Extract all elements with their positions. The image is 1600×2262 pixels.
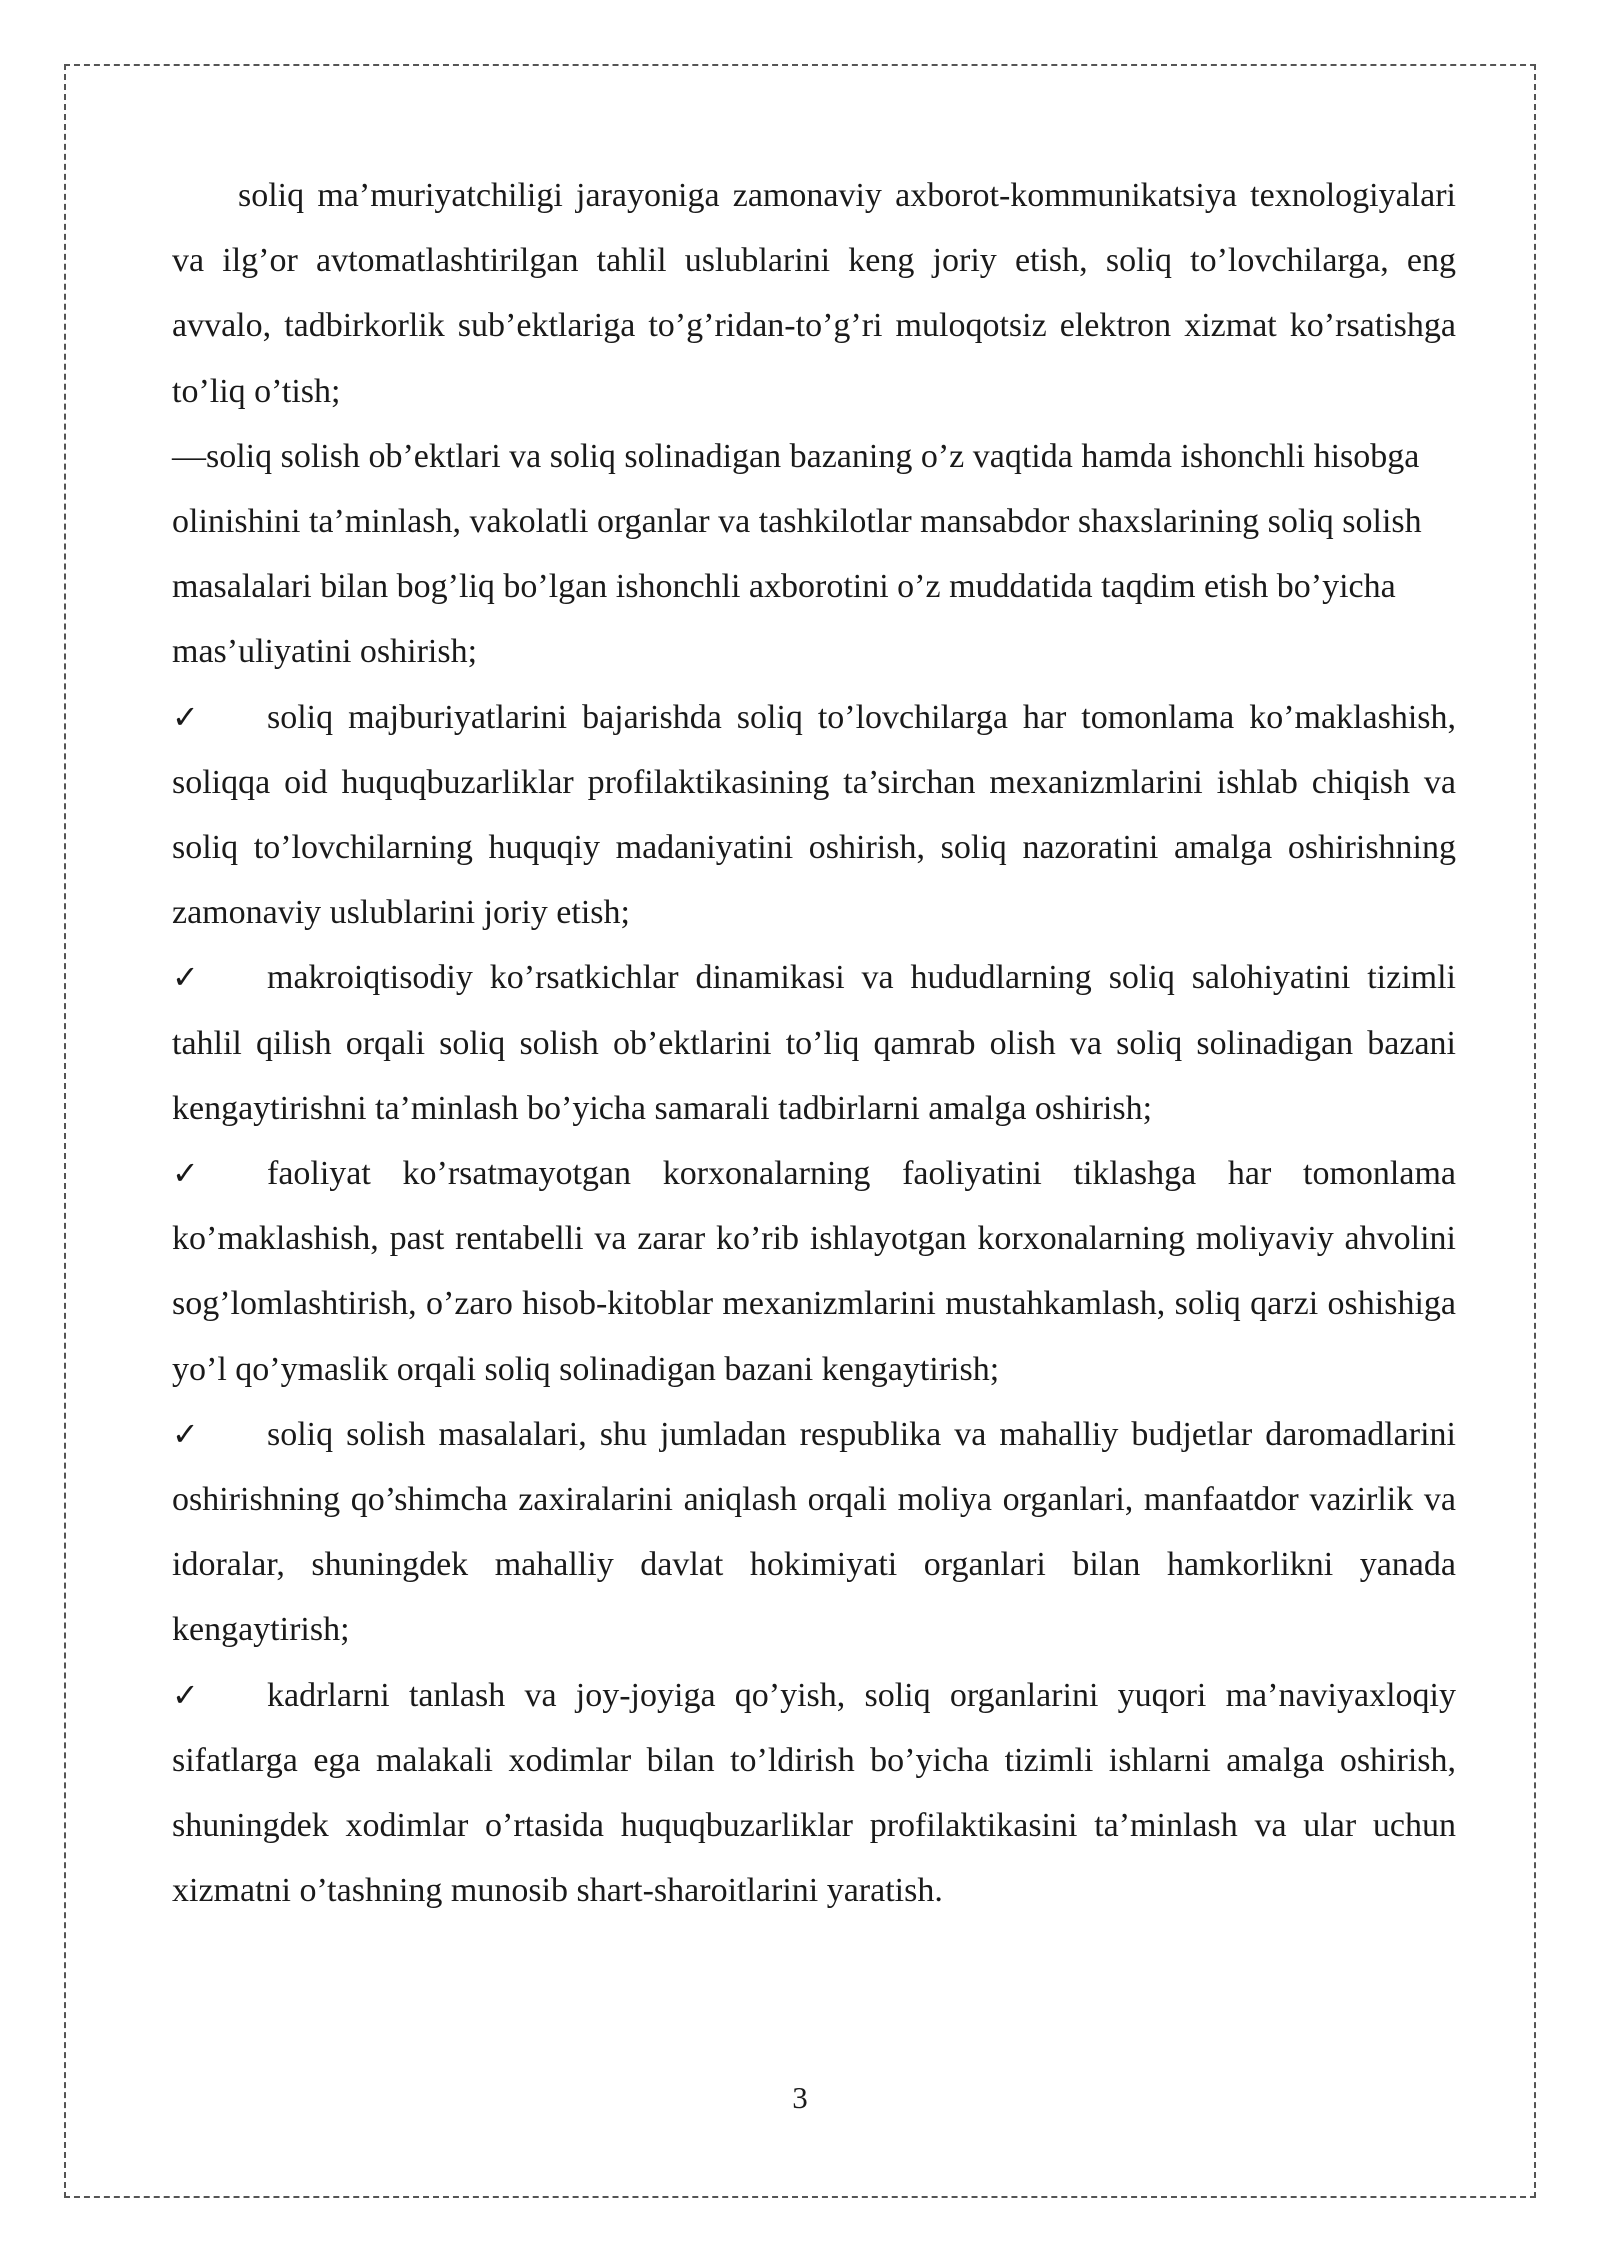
paragraph-6 [172, 1402, 1456, 1663]
dash-bullet-icon: — [172, 437, 206, 475]
paragraph-text: kadrlarni tanlash va joy-joyiga qo’yish, soliq organlarini yuqori ma’naviyaxloqiy sifatlarga ega malakali xodimlar bilan to’ldirish bo’yicha tizimli ishlarni amalga oshirish, shuningdek xodimlar o’rtasida huquqbuzarliklar profilaktikasini ta’minlash va ular uchun xizmatni o’tashning munosib shart-sharoitlarini yaratish. [172, 1676, 1456, 1910]
paragraph-text: soliq solish masalalari, shu jumladan respublika va mahalliy budjetlar daromadlarini oshirishning qo’shimcha zaxiralarini aniqlash orqali moliya organlari, manfaatdor vazirlik va idoralar, shuningdek mahalliy davlat hokimiyati organlari bilan hamkorlikni yanada kengaytirish; [172, 1415, 1456, 1649]
checkmark-icon: ✓ [172, 697, 199, 736]
paragraph-3 [172, 685, 1456, 946]
checkmark-icon: ✓ [172, 958, 199, 997]
paragraph-1 [172, 163, 1456, 424]
paragraph-4 [172, 945, 1456, 1141]
paragraph-2 [172, 424, 1456, 685]
page-number: 3 [792, 2080, 808, 2115]
paragraph-7 [172, 1663, 1456, 1924]
paragraph-text: soliq solish ob’ektlari va soliq solinadigan bazaning o’z vaqtida hamda ishonchli hisobga olinishini ta’minlash, vakolatli organlar va tashkilotlar mansabdor shaxslarining soliq solish masalalari bilan bog’liq bo’lgan ishonchli axborotini o’z muddatida taqdim etish bo’yicha mas’uliyatini oshirish; [172, 437, 1422, 671]
paragraph-text: faoliyat ko’rsatmayotgan korxonalarning faoliyatini tiklashga har tomonlama ko’maklashish, past rentabelli va zarar ko’rib ishlayotgan korxonalarning moliyaviy ahvolini sog’lomlashtirish, o’zaro hisob-kitoblar mexanizmlarini mustahkamlash, soliq qarzi oshishiga yo’l qo’ymaslik orqali soliq solinadigan bazani kengaytirish; [172, 1155, 1456, 1388]
paragraph-text: soliq majburiyatlarini bajarishda soliq to’lovchilarga har tomonlama ko’maklashish, soliqqa oid huquqbuzarliklar profilaktikasining ta’sirchan mexanizmlarini ishlab chiqish va soliq to’lovchilarning huquqiy madaniyatini oshirish, soliq nazoratini amalga oshirishning zamonaviy uslublarini joriy etish; [172, 698, 1456, 932]
checkmark-icon: ✓ [172, 1154, 199, 1193]
paragraph-text: makroiqtisodiy ko’rsatkichlar dinamikasi va hududlarning soliq salohiyatini tizimli tahlil qilish orqali soliq solish ob’ektlarini to’liq qamrab olish va soliq solinadigan bazani kengaytirishni ta’minlash bo’yicha samarali tadbirlarni amalga oshirish; [172, 959, 1456, 1127]
paragraph-5 [172, 1141, 1456, 1402]
checkmark-icon: ✓ [172, 1675, 199, 1714]
document-body [172, 163, 1456, 1923]
paragraph-text: soliq ma’muriyatchiligi jarayoniga zamonaviy axborot-kommunikatsiya texnologiyalari va ilg’or avtomatlashtirilgan tahlil uslublarini keng joriy etish, soliq to’lovchilarga, eng avvalo, tadbirkorlik sub’ektlariga to’g’ridan-to’g’ri muloqotsiz elektron xizmat ko’rsatishga to’liq o’tish; [172, 177, 1456, 410]
checkmark-icon: ✓ [172, 1414, 199, 1453]
